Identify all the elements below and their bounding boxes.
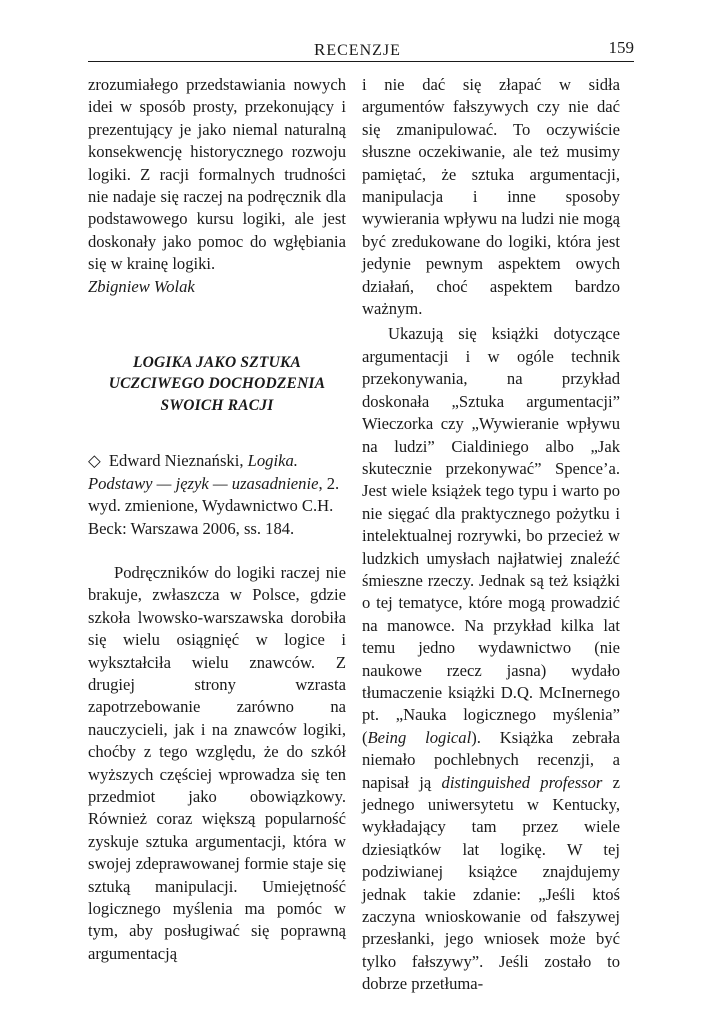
running-head-rest: ECENZJE [326, 42, 401, 59]
review-title [88, 352, 346, 416]
review-title-line: LOGIKA JAKO SZTUKA [132, 354, 302, 372]
book-citation [88, 450, 346, 540]
review-title-line: SWOICH RACJI [160, 396, 274, 414]
citation-author: Edward Nieznański, [108, 451, 244, 471]
body-paragraph: i nie dać się złapać w sidła argumentów fałszywych czy nie dać się zmanipulować. To oczywiście słuszne oczekiwanie, ale też musimy pamiętać, że sztuka argumentacji, manipulacja i inne sposoby wywierania wpływu na ludzi nie mogą być zredukowane do logiki, która jest jedynie pewnym aspektem owych działań, choć aspektem bardzo ważnym. [362, 75, 620, 319]
citation-book-title: Logika. Podstawy — język — uzasadnienie [88, 451, 319, 493]
review-signature: Zbigniew Wolak [88, 276, 195, 296]
body-paragraph [362, 323, 620, 995]
running-head-initial: R [314, 40, 327, 59]
diamond-icon: ◇ [88, 451, 101, 471]
header-rule [88, 61, 634, 62]
continuation-paragraph: zrozumiałego przedstawiania nowych idei w sposób prosty, przekonujący i prezentujący je jako niemal naturalną konsekwencję historycznego rozwoju logiki. Z racji formalnych trudności nie nadaje się raczej na podręcznik dla podstawowego kursu logiki, ale jest doskonały jako pomoc do wgłębiania się w krainę logiki. [88, 75, 346, 274]
paragraph-text: z jednego uniwersytetu w Kentucky, wykładający tam przez wiele dziesiątków lat logikę. W tej podziwianej książce znajdujemy jednak takie zdanie: „Jeśli ktoś zaczyna wnioskowanie od fałszywej przesłanki, jego wniosek może być tylko fałszywy”. Jeśli zostało to dobrze przetłuma- [362, 772, 621, 994]
italic-phrase: distinguished professor [441, 772, 603, 792]
italic-book-title: Being logical [367, 727, 472, 747]
citation-details: , 2. wyd. zmienione, Wydawnictwo C.H. Beck: Warszawa 2006, ss. 184. [88, 473, 340, 538]
right-column [362, 74, 620, 996]
paragraph-text: ). Książka zebrała niemało pochlebnych recenzji, a napisał ją [362, 727, 620, 792]
review-title-line: UCZCIWEGO DOCHODZENIA [108, 375, 326, 393]
paragraph-text: Ukazują się książki dotyczące argumentacji i w ogóle technik przekonywania, na przykład doskonała „Sztuka argumentacji” Wieczorka czy „Wywieranie wpływu na ludzi” Cialdiniego albo „Jak skutecznie przekonywać” Spence’a. Jest wiele książek tego typu i warto po nie sięgać dla praktycznego pożytku i intelektualnej rozrywki, bo przecież w ludzkich umysłach najłatwiej znaleźć śmieszne rzeczy. Jednak są też książki o tej tematyce, które mogą prowadzić na manowce. Na przykład kilka lat temu jedno wydawnictwo (nie naukowe rzecz jasna) wydało tłumaczenie książki D.Q. McInernego pt. „Nauka logicznego myślenia” ( [362, 324, 620, 747]
body-paragraph: Podręczników do logiki raczej nie brakuje, zwłaszcza w Polsce, gdzie szkoła lwowsko-warszawska dorobiła się wielu osiągnięć w logice i wykształciła wielu znawców. Z drugiej strony wzrasta zapotrzebowanie zarówno na nauczycieli, jak i na znawców logiki, choćby z tego względu, że do szkół wyższych częściej wprowadza się ten przedmiot jako obowiązkowy. Również coraz większą popularność zyskuje sztuka argumentacji, która w swojej zdeprawowanej formie staje się sztuką manipulacji. Umiejętność logicznego myślenia ma pomóc w tym, aby posługiwać się poprawną argumentacją [88, 562, 346, 963]
page-number: 159 [608, 38, 634, 57]
left-column [88, 74, 346, 965]
page-header [88, 38, 634, 62]
running-head [314, 40, 401, 60]
